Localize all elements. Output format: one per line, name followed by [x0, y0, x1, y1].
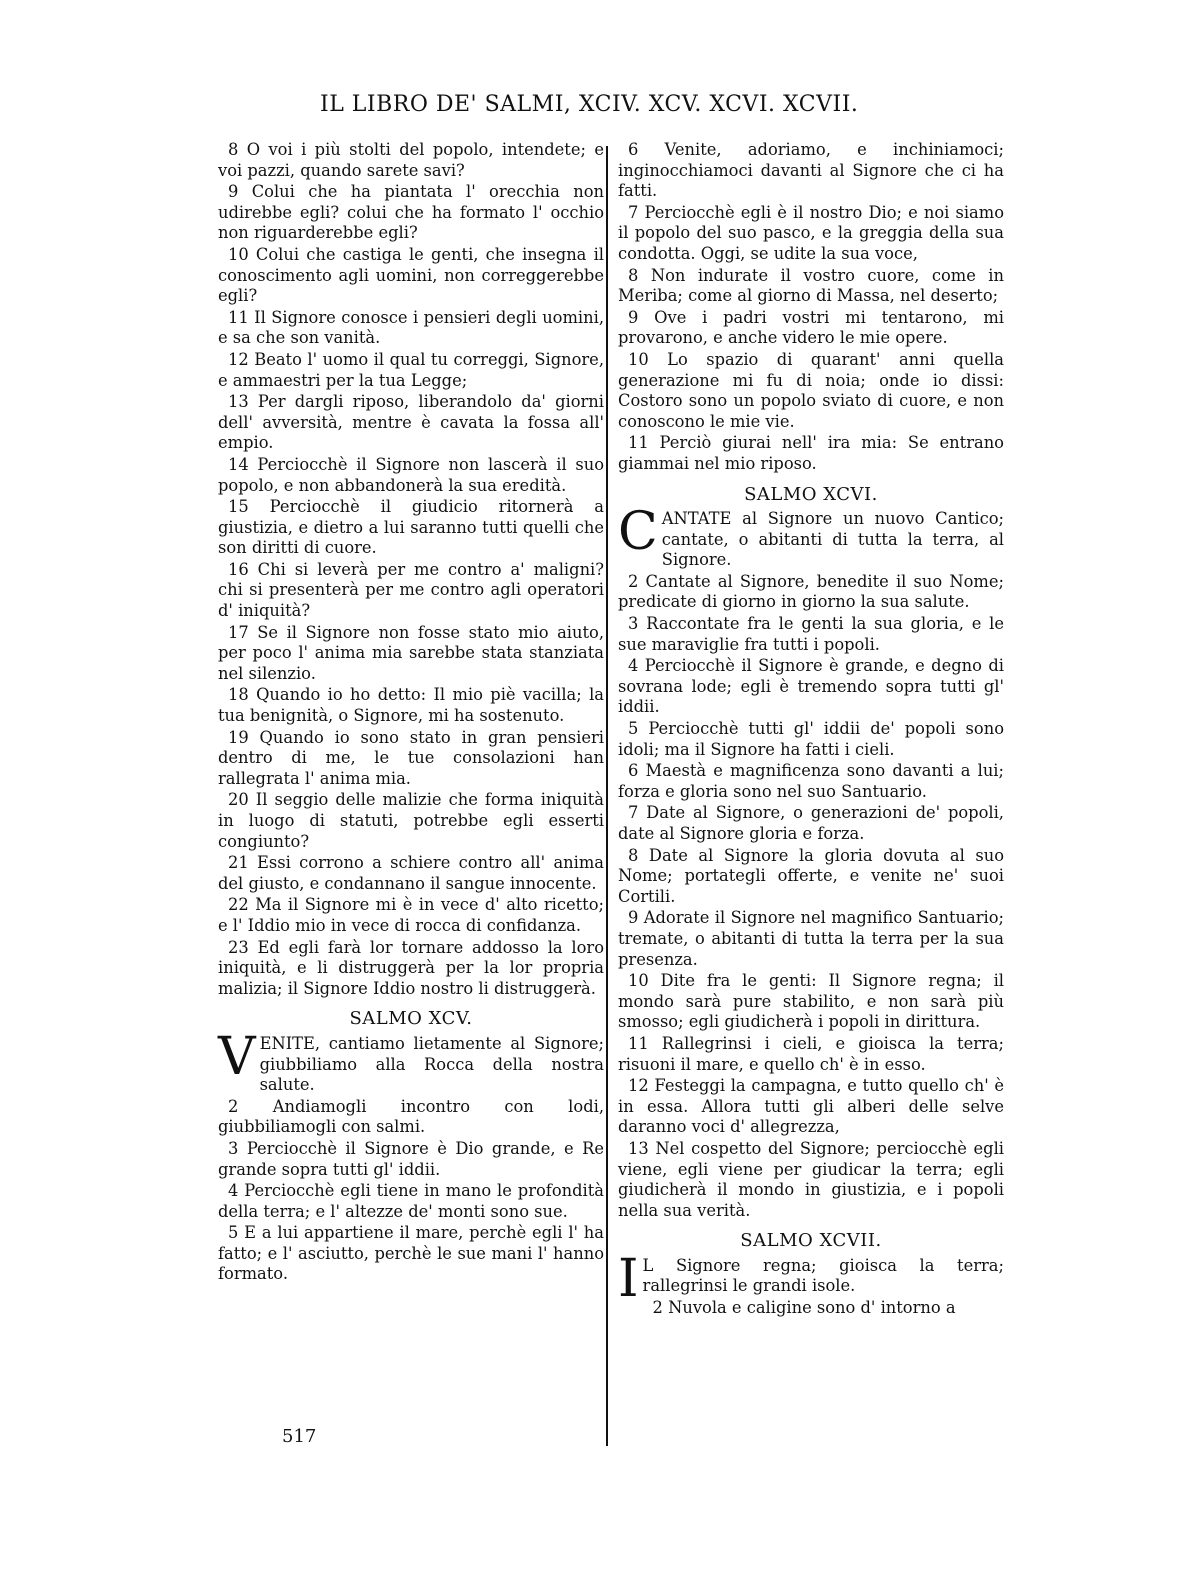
verse: 4 Perciocchè egli tiene in mano le profondità della terra; e l' altezze de' monti sono sue. [218, 1181, 604, 1221]
verse: 3 Raccontate fra le genti la sua gloria, e le sue maraviglie fra tutti i popoli. [618, 614, 1004, 654]
drop-cap: V [218, 1026, 256, 1087]
right-column [618, 140, 1004, 1320]
verse: 13 Per dargli riposo, liberandolo da' giorni dell' avversità, mentre è cavata la fossa all' empio. [218, 392, 604, 453]
column-divider [606, 146, 608, 1446]
verse: 7 Perciocchè egli è il nostro Dio; e noi siamo il popolo del suo pasco, e la greggia della sua condotta. Oggi, se udite la sua voce, [618, 202, 1004, 263]
verse: 6 Maestà e magnificenza sono davanti a lui; forza e gloria sono nel suo Santuario. [618, 761, 1004, 801]
opening-text: L Signore regna; gioisca la terra; rallegrinsi le grandi isole. [642, 1255, 1004, 1296]
opening-text: ANTATE al Signore un nuovo Cantico; cantate, o abitanti di tutta la terra, al Signore. [661, 509, 1004, 570]
opening-text: ENITE, cantiamo lietamente al Signore; giubbiliamo alla Rocca della nostra salute. [259, 1033, 604, 1095]
verse: 2 Nuvola e caligine sono d' intorno a [652, 1298, 956, 1318]
verse: 19 Quando io sono stato in gran pensieri dentro di me, le tue consolazioni han rallegrata l' anima mia. [218, 727, 604, 788]
left-column [218, 140, 604, 1286]
verse: 11 Rallegrinsi i cieli, e gioisca la terra; risuoni il mare, e quello ch' è in esso. [618, 1033, 1004, 1074]
verse: 18 Quando io ho detto: Il mio piè vacilla; la tua benignità, o Signore, mi ha sostenuto. [218, 685, 604, 726]
psalm-opening [618, 502, 1004, 571]
verse: 9 Adorate il Signore nel magnifico Santuario; tremate, o abitanti di tutta la terra per la sua presenza. [618, 908, 1004, 969]
verse: 13 Nel cospetto del Signore; perciocchè egli viene, egli viene per giudicar la terra; egli giudicherà il mondo in giustizia, e i popoli nella sua verità. [618, 1138, 1004, 1220]
verse: 8 Date al Signore la gloria dovuta al suo Nome; portategli offerte, e venite ne' suoi Cortili. [618, 845, 1004, 906]
verse: 23 Ed egli farà lor tornare addosso la loro iniquità, e li distruggerà per la lor propria malizia; il Signore Iddio nostro li distruggerà. [218, 937, 604, 998]
verse: 22 Ma il Signore mi è in vece d' alto ricetto; e l' Iddio mio in vece di rocca di confidanza. [218, 895, 604, 935]
verse: 8 O voi i più stolti del popolo, intendete; e voi pazzi, quando sarete savi? [218, 140, 604, 180]
verse: 5 E a lui appartiene il mare, perchè egli l' ha fatto; e l' asciutto, perchè le sue mani l' hanno formato. [218, 1223, 604, 1284]
verse: 5 Perciocchè tutti gl' iddii de' popoli sono idoli; ma il Signore ha fatti i cieli. [618, 719, 1004, 759]
verse: 8 Non indurate il vostro cuore, come in Meriba; come al giorno di Massa, nel deserto; [618, 265, 1004, 306]
verse: 9 Ove i padri vostri mi tentarono, mi provarono, e anche videro le mie opere. [618, 307, 1004, 348]
verse: 2 Andiamogli incontro con lodi, giubbiliamogli con salmi. [218, 1096, 604, 1137]
verse: 10 Lo spazio di quarant' anni quella generazione mi fu di noia; onde io dissi: Costoro sono un popolo sviato di cuore, e non conoscono le mie vie. [618, 349, 1004, 431]
verse: 17 Se il Signore non fosse stato mio aiuto, per poco l' anima mia sarebbe stata stanziata nel silenzio. [218, 622, 604, 683]
verse: 2 Cantate al Signore, benedite il suo Nome; predicate di giorno in giorno la sua salute. [618, 571, 1004, 612]
verse: 4 Perciocchè il Signore è grande, e degno di sovrana lode; egli è tremendo sopra tutti gl' iddii. [618, 656, 1004, 717]
verse: 3 Perciocchè il Signore è Dio grande, e Re grande sopra tutti gl' iddii. [218, 1138, 604, 1179]
verse: 15 Perciocchè il giudicio ritornerà a giustizia, e dietro a lui saranno tutti quelli che son diritti di cuore. [218, 497, 604, 558]
verse: 16 Chi si leverà per me contro a' maligni? chi si presenterà per me contro agli operatori d' iniquità? [218, 559, 604, 621]
verse: 11 Il Signore conosce i pensieri degli uomini, e sa che son vanità. [218, 307, 604, 348]
psalm-title: SALMO XCV. [349, 1008, 473, 1030]
verse: 12 Festeggi la campagna, e tutto quello ch' è in essa. Allora tutti gli alberi delle selve daranno voci d' allegrezza, [618, 1076, 1004, 1137]
psalm-title: SALMO XCVII. [740, 1230, 882, 1252]
verse: 6 Venite, adoriamo, e inchiniamoci; inginocchiamoci davanti al Signore che ci ha fatti. [618, 140, 1004, 201]
verse: 10 Colui che castiga le genti, che insegna il conoscimento agli uomini, non correggerebbe egli? [218, 244, 604, 306]
drop-cap: I [618, 1248, 639, 1309]
verse: 11 Perciò giurai nell' ira mia: Se entrano giammai nel mio riposo. [618, 433, 1004, 473]
psalm-title: SALMO XCVI. [744, 483, 878, 505]
verse: 7 Date al Signore, o generazioni de' popoli, date al Signore gloria e forza. [618, 803, 1004, 843]
verse: 9 Colui che ha piantata l' orecchia non udirebbe egli? colui che ha formato l' occhio non riguarderebbe egli? [218, 182, 604, 243]
verse: 12 Beato l' uomo il qual tu correggi, Signore, e ammaestri per la tua Legge; [218, 349, 604, 390]
page-number: 517 [282, 1426, 317, 1447]
verse: 20 Il seggio delle malizie che forma iniquità in luogo di statuti, potrebbe egli esserti congiunto? [218, 790, 604, 851]
verse: 14 Perciocchè il Signore non lascerà il suo popolo, e non abbandonerà la sua eredità. [218, 454, 604, 495]
verse: 10 Dite fra le genti: Il Signore regna; il mondo sarà pure stabilito, e non sarà più smosso; egli giudicherà i popoli in dirittura. [618, 971, 1004, 1032]
verse: 21 Essi corrono a schiere contro all' anima del giusto, e condannano il sangue innocente. [218, 853, 604, 893]
psalm-opening [218, 1026, 604, 1096]
page-header: IL LIBRO DE' SALMI, XCIV. XCV. XCVI. XCVII. [320, 92, 859, 117]
drop-cap: C [618, 502, 658, 563]
